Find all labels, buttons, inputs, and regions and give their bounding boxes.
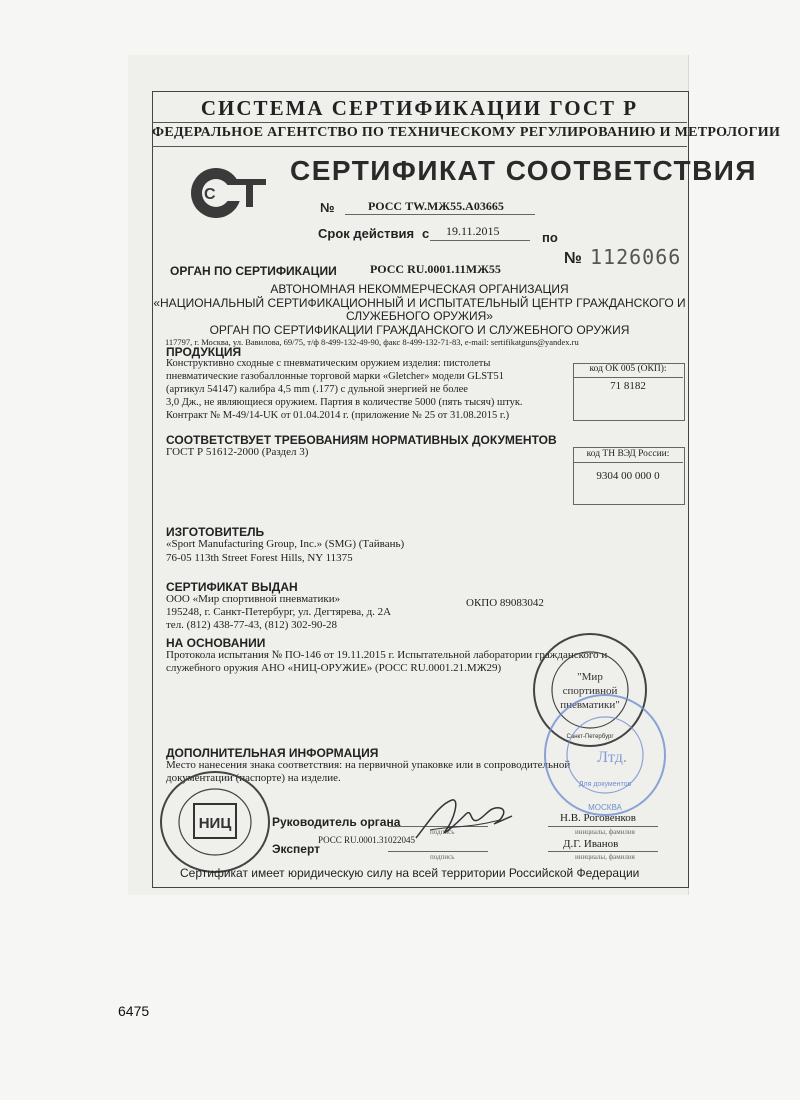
compliance-label: СООТВЕТСТВУЕТ ТРЕБОВАНИЯМ НОРМАТИВНЫХ ДОКУМЕНТОВ	[166, 433, 557, 447]
agency-title: ФЕДЕРАЛЬНОЕ АГЕНТСТВО ПО ТЕХНИЧЕСКОМУ РЕГУЛИРОВАНИЮ И МЕТРОЛОГИИ	[152, 125, 781, 140]
expert-name-hint: инициалы, фамилия	[575, 853, 635, 861]
cert-body-line1: АВТОНОМНАЯ НЕКОММЕРЧЕСКАЯ ОРГАНИЗАЦИЯ	[270, 282, 569, 296]
manufacturer-label: ИЗГОТОВИТЕЛЬ	[166, 525, 265, 539]
additional-label: ДОПОЛНИТЕЛЬНАЯ ИНФОРМАЦИЯ	[166, 746, 379, 760]
blue-stamp-side: Для документов	[578, 781, 632, 788]
tnved-divider	[573, 462, 683, 463]
product-line: Контракт № М-49/14-UK от 01.04.2014 г. (приложение № 25 от 31.08.2015 г.)	[166, 410, 510, 421]
okpo-code: ОКПО 89083042	[466, 597, 544, 609]
product-line: 3,0 Дж., не являющиеся оружием. Партия в количестве 5000 (пять тысяч) штук.	[166, 397, 523, 408]
company-stamp-bottom: Санкт-Петербург	[566, 734, 614, 740]
page-number: 6475	[118, 1003, 150, 1019]
serial-number: 1126066	[590, 245, 682, 269]
expert-name: Д.Г. Иванов	[563, 838, 619, 850]
tnved-value: 9304 00 000 0	[596, 470, 660, 482]
from-date: 19.11.2015	[446, 224, 500, 238]
header-divider	[152, 122, 687, 123]
product-line: пневматические газобаллонные торговой марки «Gletcher» модели GLST51	[166, 371, 504, 382]
blue-stamp-bottom: МОСКВА	[588, 803, 622, 812]
okp-value: 71 8182	[610, 380, 646, 392]
company-stamp-line: "Мир	[577, 671, 603, 683]
rst-logo	[190, 165, 270, 221]
cert-body-line4: ОРГАН ПО СЕРТИФИКАЦИИ ГРАЖДАНСКОГО И СЛУЖЕБНОГО ОРУЖИЯ	[209, 323, 630, 337]
cert-body-address: 117797, г. Москва, ул. Вавилова, 69/75, т/ф 8-499-132-49-90, факс 8-499-132-71-83, e-mail: sertifikatguns@yandex.ru	[165, 337, 579, 347]
handwritten-signature	[410, 790, 520, 850]
additional-line1: Место нанесения знака соответствия: на первичной упаковке или в сопроводительной	[166, 759, 571, 771]
compliance-standard: ГОСТ Р 51612-2000 (Раздел 3)	[166, 446, 309, 458]
issued-label: СЕРТИФИКАТ ВЫДАН	[166, 580, 298, 594]
issued-line1: ООО «Мир спортивной пневматики»	[166, 593, 341, 605]
cert-body-line2: «НАЦИОНАЛЬНЫЙ СЕРТИФИКАЦИОННЫЙ И ИСПЫТАТЕЛЬНЫЙ ЦЕНТР ГРАЖДАНСКОГО И	[153, 296, 686, 310]
cert-body-line3: СЛУЖЕБНОГО ОРУЖИЯ»	[346, 309, 493, 323]
cert-body-label: ОРГАН ПО СЕРТИФИКАЦИИ	[170, 264, 337, 278]
expert-sign-line	[388, 851, 488, 852]
head-label: Руководитель органа	[272, 815, 401, 829]
system-title: СИСТЕМА СЕРТИФИКАЦИИ ГОСТ Р	[200, 96, 639, 120]
tnved-label: код ТН ВЭД России:	[586, 449, 670, 459]
blue-stamp	[540, 690, 670, 820]
expert-code: РОСС RU.0001.31022045	[318, 835, 415, 845]
head-name-line	[548, 826, 658, 827]
issued-line2: 195248, г. Санкт-Петербург, ул. Дегтярева, д. 2А	[166, 606, 392, 618]
okp-label: код ОК 005 (ОКП):	[589, 364, 667, 374]
company-stamp-line: пневматики"	[560, 699, 620, 711]
product-line: (артикул 54147) калибра 4,5 mm (.177) с дульной энергией не более	[166, 384, 468, 395]
manufacturer-line1: «Sport Manufacturing Group, Inc.» (SMG) (Тайвань)	[166, 538, 405, 550]
to-label: по	[542, 230, 558, 245]
head-sign-hint: подпись	[430, 828, 455, 836]
nic-stamp-center: НИЦ	[198, 815, 232, 832]
cert-body-code: РОСС RU.0001.11МЖ55	[370, 262, 501, 276]
certificate-title: СЕРТИФИКАТ СООТВЕТСТВИЯ	[290, 155, 758, 186]
svg-text:С: С	[204, 186, 216, 203]
okp-divider	[573, 377, 683, 378]
manufacturer-line2: 76-05 113th Street Forest Hills, NY 11375	[166, 552, 353, 564]
from-label: с	[422, 226, 430, 241]
basis-line2: служебного оружия АНО «НИЦ-ОРУЖИЕ» (РОСС RU.0001.21.МЖ29)	[166, 662, 502, 674]
basis-label: НА ОСНОВАНИИ	[166, 636, 266, 650]
basis-line1: Протокола испытания № ПО-146 от 19.11.2015 г. Испытательной лаборатории гражданского и	[166, 649, 608, 661]
head-name: Н.В. Роговенков	[560, 812, 636, 824]
validity-label: Срок действия	[318, 226, 415, 241]
product-label: ПРОДУКЦИЯ	[166, 345, 242, 359]
issued-line3: тел. (812) 438-77-43, (812) 302-90-28	[166, 619, 337, 631]
from-underline	[430, 240, 530, 241]
head-name-hint: инициалы, фамилия	[575, 828, 635, 836]
certificate-number: РОСС TW.МЖ55.А03665	[368, 199, 504, 213]
expert-label: Эксперт	[272, 842, 321, 856]
number-underline	[345, 214, 535, 215]
serial-label: №	[564, 250, 582, 267]
nic-stamp	[158, 770, 273, 875]
number-label: №	[320, 200, 335, 215]
legal-notice: Сертификат имеет юридическую силу на всей территории Российской Федерации	[180, 866, 640, 880]
product-line: Конструктивно сходные с пневматическим оружием изделия: пистолеты	[166, 358, 491, 369]
expert-name-line	[548, 851, 658, 852]
header-divider-2	[152, 146, 687, 147]
additional-line2: документации (паспорте) на изделие.	[166, 772, 341, 784]
company-stamp-line: спортивной	[562, 685, 618, 697]
expert-sign-hint: подпись	[430, 853, 455, 861]
blue-stamp-center: Лтд.	[597, 749, 627, 766]
